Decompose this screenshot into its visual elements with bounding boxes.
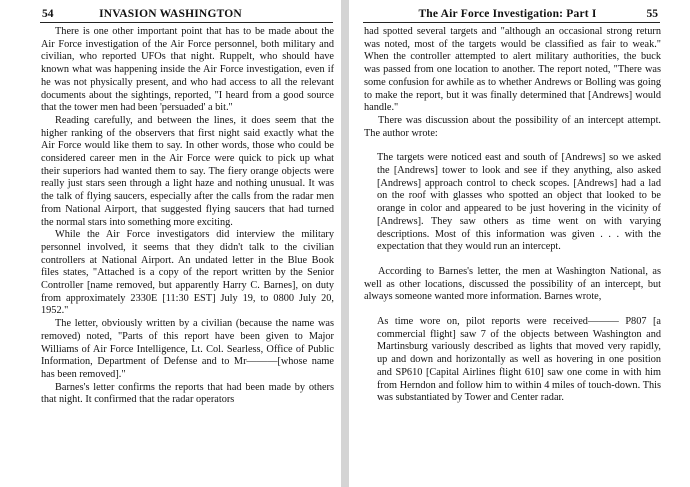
right-body-text: [364, 26, 661, 405]
book-gutter: [341, 0, 349, 487]
paragraph: There was discussion about the possibility of an intercept attempt. The author wrote:: [364, 114, 661, 139]
left-header: [0, 6, 341, 22]
spacer: [364, 304, 661, 316]
paragraph: had spotted several targets and "although an occasional strong return was noted, most of the targets would be classified as fair to weak." When the controller attempted to alert military authorities, the buck was passed from one location to another. The report noted, "There was some confusion for awhile as to whether Andrews or Bolling was going to make the report, but it was finally determined that [Andrews] would handle.": [364, 26, 661, 114]
paragraph: Barnes's letter confirms the reports that had been made by others that night. It confirmed that the radar operators: [41, 381, 334, 406]
block-quote: The targets were noticed east and south of [Andrews] so we asked the [Andrews] tower to look and see if they anything, also asked [Andrews] approach control to check scopes. [Andrews] had a lad on the roof with glasses who spotted an object that looked to be orange in color and appeared to be just hovering in the vicinity of [Andrews]. They saw others as time went on with varying descriptions. Most of this information was given . . . with the expectation that they would run an intercept.: [377, 152, 661, 253]
left-running-head: INVASION WASHINGTON: [99, 8, 242, 20]
right-header: [349, 6, 690, 22]
right-running-head: The Air Force Investigation: Part I: [418, 8, 597, 20]
left-page-number: 54: [42, 8, 54, 20]
left-body-text: [41, 26, 334, 407]
paragraph: The letter, obviously written by a civilian (because the name was removed) noted, "Parts of this report have been given to Major Williams of Air Force Intelligence, Lt. Col. Searless, Office of Public Information, Department of Defense and to Mr———[whose name has been removed].": [41, 318, 334, 380]
right-header-rule: [363, 22, 660, 23]
block-quote: As time wore on, pilot reports were received——— P807 [a commercial flight] saw 7 of the objects between Washington and Martinsburg variously described as lights that moved very rapidly, up and down and horizontally as well as hovering in one position and SP610 [Capital Airlines flight 610] saw one come in with him from Herndon and follow him to within 4 miles of touch-down. This was substantiated by Tower and Center radar.: [377, 316, 661, 404]
paragraph: There is one other important point that has to be made about the Air Force investigation of the Air Force personnel, both military and civilian, who reported UFOs that night. Ruppelt, who should have known what was happening inside the Air Force investigation, even if he was not physically present, and who had access to all the relevant documents about the sightings, reported, "I heard from a good source that the tower men had been 'persuaded' a bit.": [41, 26, 334, 114]
right-page: [349, 0, 690, 487]
right-page-number: 55: [646, 8, 658, 20]
spacer: [364, 254, 661, 266]
paragraph: Reading carefully, and between the lines, it does seem that the higher ranking of the observers that first night said exactly what the Air Force would like them to say. In other words, those who could be considered career men in the Air Force were quick to pick up what their superiors had wanted them to say. The fiery orange objects were really just stars seen through a light haze and nothing unusual. It was the talk of flying saucers, especially after the calls from the radar men from National Airport, that suggested flying saucers that had turned the normal stars into something more exciting.: [41, 114, 334, 228]
left-header-rule: [40, 22, 333, 23]
spacer: [364, 140, 661, 152]
left-page: [0, 0, 341, 487]
paragraph: While the Air Force investigators did interview the military personnel involved, it seems that they didn't talk to the civilian controllers at National Airport. An undated letter in the Blue Book files states, "Attached is a copy of the report written by the Senior Controller [name removed, but apparently Harry C. Barnes], on duty from approximately 2330E [11:30 EST] July 19, to 0800 July 20, 1952.": [41, 229, 334, 317]
paragraph: According to Barnes's letter, the men at Washington National, as well as other locations, discussed the possibility of an intercept, but always someone wanted more information. Barnes wrote,: [364, 265, 661, 303]
